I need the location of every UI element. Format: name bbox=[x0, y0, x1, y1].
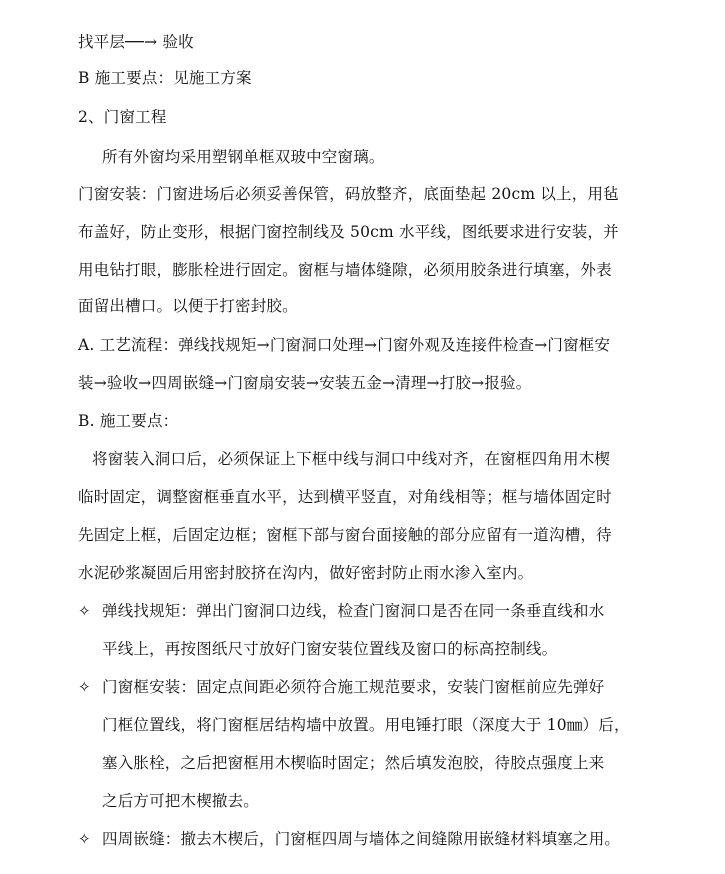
bullet-text: 弹线找规矩：弹出门窗洞口边线，检查门窗洞口是否在同一条垂直线和水 bbox=[102, 602, 605, 620]
paragraph-line: 面留出槽口。以便于打密封胶。 bbox=[78, 297, 298, 315]
diamond-bullet-icon: ✧ bbox=[78, 678, 91, 696]
bullet-item bbox=[78, 601, 604, 621]
bullet-continuation: 门框位置线，将门窗框居结构墙中放置。用电锤打眼（深度大于 10㎜）后， bbox=[102, 716, 630, 734]
paragraph-line: 装→验收→四周嵌缝→门窗扇安装→安装五金→清理→打胶→报验。 bbox=[78, 374, 532, 392]
bullet-continuation: 之后方可把木楔撤去。 bbox=[102, 792, 260, 810]
paragraph-line: 临时固定，调整窗框垂直水平，达到横平竖直，对角线相等；框与墙体固定时 bbox=[78, 488, 612, 506]
bullet-continuation: 平线上，再按图纸尺寸放好门窗安装位置线及窗口的标高控制线。 bbox=[102, 640, 558, 658]
subheading: B. 施工要点： bbox=[78, 412, 179, 430]
diamond-bullet-icon: ✧ bbox=[78, 602, 91, 620]
bullet-item bbox=[78, 677, 604, 697]
paragraph-line: 门窗安装：门窗进场后必须妥善保管，码放整齐，底面垫起 20cm 以上，用毡 bbox=[78, 185, 619, 203]
text-line-2: B 施工要点：见施工方案 bbox=[78, 69, 252, 87]
paragraph-line: 先固定上框，后固定边框；窗框下部与窗台面接触的部分应留有一道沟槽，待 bbox=[78, 526, 612, 544]
diamond-bullet-icon: ✧ bbox=[78, 830, 91, 848]
bullet-text: 门窗框安装：固定点间距必须符合施工规范要求，安装门窗框前应先弹好 bbox=[102, 678, 605, 696]
text-line-4: 所有外窗均采用塑钢单框双玻中空窗璃。 bbox=[102, 148, 385, 166]
paragraph-line: 水泥砂浆凝固后用密封胶挤在沟内，做好密封防止雨水渗入室内。 bbox=[78, 564, 534, 582]
paragraph-line: A. 工艺流程：弹线找规矩→门窗洞口处理→门窗外观及连接件检查→门窗框安 bbox=[78, 336, 611, 354]
bullet-item bbox=[78, 829, 620, 849]
bullet-text: 四周嵌缝：撤去木楔后，门窗框四周与墙体之间缝隙用嵌缝材料填塞之用。 bbox=[102, 830, 621, 848]
paragraph-line: 用电钻打眼，膨胀栓进行固定。窗框与墙体缝隙，必须用胶条进行填塞，外表 bbox=[78, 261, 612, 279]
bullet-continuation: 塞入胀栓，之后把窗框用木楔临时固定；然后填发泡胶，待胶点强度上来 bbox=[102, 754, 605, 772]
paragraph-line: 将窗装入洞口后，必须保证上下框中线与洞口中线对齐，在窗框四角用木楔 bbox=[92, 450, 611, 468]
section-heading: 2、门窗工程 bbox=[78, 108, 167, 126]
text-line-1: 找平层──→ 验收 bbox=[78, 33, 194, 51]
paragraph-line: 布盖好，防止变形，根据门窗控制线及 50cm 水平线，图纸要求进行安装，并 bbox=[78, 223, 619, 241]
